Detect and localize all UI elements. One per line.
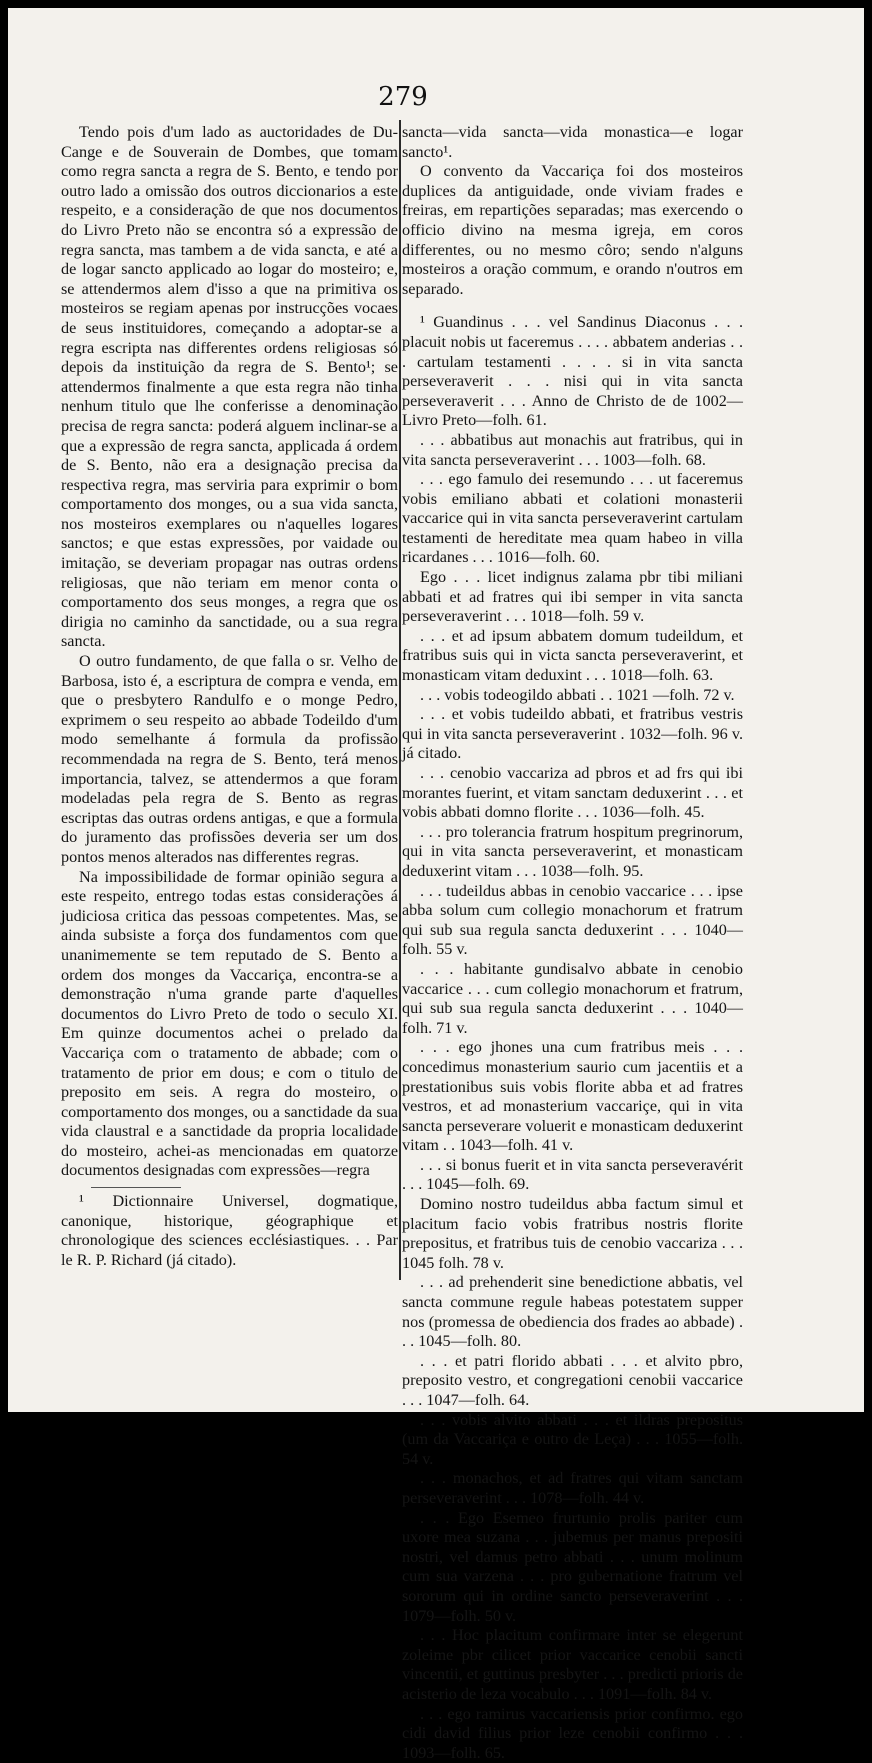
- footnote: . . . habitante gundisalvo abbate in cenobio vaccarice . . . cum collegio monachorum et fratrum, qui sub sua regula sancta deduxerint . . . 1040—folh. 71 v.: [402, 960, 743, 1038]
- paragraph: Tendo pois d'um lado as auctoridades de Du-Cange e de Souverain de Dombes, que tomam como regra sancta a regra de S. Bento, e tendo por outro lado a omissão dos outros diccionarios a este respeito, e a consideração de que nos documentos do Livro Preto não se encontra só a expressão de regra sancta, mas tambem a de vida sancta, e até a de logar sancto applicado ao logar do mosteiro; e, se attendermos alem d'isso a que na primitiva os mosteiros se regiam apenas por instrucções vocaes de seus instituidores, começando a adoptar-se a regra escripta nas differentes ordens religiosas só depois da instituição da regra de S. Bento¹; se attendermos finalmente a que esta regra não tinha nenhum titulo que lhe conferisse a denominação precisa de regra sancta: poderá alguem inclinar-se a que a expressão de regra sancta, applicada á ordem de S. Bento, não era a designação precisa da respectiva regra, mas serviria para exprimir o bom comportamento dos monges, ou a sua vida sancta, nos mosteiros exemplares ou n'aquelles logares sanctos; e que estas expressões, por vaidade ou imitação, se deveriam propagar nas outras ordens religiosas, que não teriam em menor conta o comportamento dos seus monges, a regra que os dirigia no caminho da sanctidade, ou a sua regra sancta.: [61, 123, 398, 652]
- footnote: . . . ego jhones una cum fratribus meis . . . concedimus monasterium saurio cum jacentiis et a prestationibus suis vobis florite abba et ad fratres vestros, et ad monasterium vaccariçe, qui in vita sancta perseverare voluerit e monasticam deduxerint vitam . . 1043—folh. 41 v.: [402, 1038, 743, 1156]
- footnote: . . . vobis alvito abbati . . . et ildras prepositus (um da Vaccariça e outro de Leça) . . . 1055—folh. 54 v.: [402, 1411, 743, 1470]
- footnote: . . . et ad ipsum abbatem domum tudeildum, et fratribus suis qui in victa sancta perseveraverint, et monasticam vitam deduxint . . . 1018—folh. 63.: [402, 627, 743, 686]
- footnote: . . . monachos, et ad fratres qui vitam sanctam perseveraverint . . . 1078—folh. 44 v.: [402, 1469, 743, 1508]
- footnote: . . . Hoc placitum confirmare inter se elegerunt zoleime pbr cilicet prior vaccarice cenobii sancti vincentii, et guttinus presbyter . . . predicti prioris de acisterio de leza vocabulo . . . 1091—folh. 84 v.: [402, 1626, 743, 1704]
- left-column: [61, 123, 398, 1270]
- footnote: . . . pro tolerancia fratrum hospitum pregrinorum, qui in vita sancta perseveraverint, et monasticam deduxerint vitam . . . 1038—folh. 95.: [402, 823, 743, 882]
- footnote-divider: [91, 1187, 181, 1188]
- footnote: . . . ad prehenderit sine benedictione abbatis, vel sancta commune regule habeas potestatem supper nos (promessa de obediencia dos frades ao abbade) . . . 1045—folh. 80.: [402, 1273, 743, 1351]
- footnote: . . . si bonus fuerit et in vita sancta perseveravérit . . . 1045—folh. 69.: [402, 1156, 743, 1195]
- footnote: . . . abbatibus aut monachis aut fratribus, qui in vita sancta perseveraverint . . . 1003—folh. 68.: [402, 431, 743, 470]
- footnote: ¹ Guandinus . . . vel Sandinus Diaconus . . . placuit nobis ut faceremus . . . . abbatem anderias . . . cartulam testamenti . . . . si in vita sancta perseveraverit . . . nisi qui in vita sancta perseveraverit . . . Anno de Christo de de 1002—Livro Preto—folh. 61.: [402, 313, 743, 431]
- paragraph: Na impossibilidade de formar opinião segura a este respeito, entrego todas estas considerações á judiciosa critica das pessoas competentes. Mas, se ainda subsiste a força dos fundamentos com que unanimemente se tem reputado de S. Bento a ordem dos monges da Vaccariça, encontra-se a demonstração n'uma grande parte d'aquelles documentos do Livro Preto de todo o seculo XI. Em quinze documentos achei o prelado da Vaccariça com o tratamento de abbade; com o tratamento de prior em dous; e com o titulo de preposito em seis. A regra do mosteiro, o comportamento dos monges, ou a sanctidade da sua vida claustral e a sanctidade da propria localidade do mosteiro, achei-as mencionadas em quatorze documentos designadas com expressões—regra: [61, 868, 398, 1182]
- footnote: . . . Ego Esemeo frurtunio prolis pariter cum uxore mea suzana . . . jubemus per manus prepositi nostri, vel damus petro abbati . . . unum molinum cum sua varzena . . . pro gubernatione fratrum vel sororum qui in ordine sancto perseveraverint . . . 1079—folh. 50 v.: [402, 1509, 743, 1627]
- footnote: . . . et patri florido abbati . . . et alvito pbro, preposito vestro, et congregationi cenobii vaccarice . . . 1047—folh. 64.: [402, 1352, 743, 1411]
- footnote: . . . cenobio vaccariza ad pbros et ad frs qui ibi morantes fuerint, et vitam sanctam deduxerint . . . et vobis abbati domno florite . . . 1036—folh. 45.: [402, 764, 743, 823]
- paragraph: sancta—vida sancta—vida monastica—e logar sancto¹.: [402, 123, 743, 162]
- book-page: [8, 8, 864, 1412]
- footnote: . . . et vobis tudeildo abbati, et fratribus vestris qui in vita sancta perseveraverint . 1032—folh. 96 v. já citado.: [402, 705, 743, 764]
- footnotes: [402, 313, 743, 1763]
- footnote: Ego . . . licet indignus zalama pbr tibi miliani abbati et ad fratres qui ibi semper in vita sancta perseveraverint . . . 1018—folh. 59 v.: [402, 568, 743, 627]
- paragraph: O convento da Vaccariça foi dos mosteiros duplices da antiguidade, onde viviam frades e freiras, em repartições separadas; mas exercendo o officio divino na mesma igreja, em coros differentes, ou no mesmo côro; sendo n'alguns mosteiros a oração commum, e orando n'outros em separado.: [402, 162, 743, 299]
- footnote: Domino nostro tudeildus abba factum simul et placitum facio vobis fratribus nostris florite prepositus, et fratribus tuis de cenobio vaccariza . . . 1045 folh. 78 v.: [402, 1195, 743, 1273]
- footnote: . . . tudeildus abbas in cenobio vaccarice . . . ipse abba solum cum collegio monachorum et fratrum qui sub sua regula sancta deduxerint . . . 1040—folh. 55 v.: [402, 882, 743, 960]
- column-divider: [399, 120, 401, 1280]
- footnote: . . . vobis todeogildo abbati . . 1021 —folh. 72 v.: [402, 686, 743, 706]
- right-column: [402, 123, 743, 1763]
- footnote: . . . ego ramirus vaccariensis prior confirmo. ego cidi david filius prior leze cenobii confirmo . . . 1093—folh. 65.: [402, 1705, 743, 1763]
- paragraph: O outro fundamento, de que falla o sr. Velho de Barbosa, isto é, a escriptura de compra e venda, em que o presbytero Randulfo e o monge Pedro, exprimem o seu respeito ao abbade Todeildo d'um modo semelhante á formula da profissão recommendada na regra de S. Bento, terá menos importancia, talvez, se attendermos a que foram modeladas pela regra de S. Bento as regras escriptas das outras ordens antigas, e que a formula do juramento das profissões deveria ser um dos pontos menos alterados nas differentes regras.: [61, 652, 398, 868]
- footnote: ¹ Dictionnaire Universel, dogmatique, canonique, historique, géographique et chronologique des sciences ecclésiastiques. . . Par le R. P. Richard (já citado).: [61, 1192, 398, 1270]
- footnote: . . . ego famulo dei resemundo . . . ut faceremus vobis emiliano abbati et colationi monasterii vaccarice qui in vita sancta perseveraverint cartulam testamenti de hereditate mea quam habeo in villa ricardanes . . . 1016—folh. 60.: [402, 470, 743, 568]
- page-number: 279: [373, 82, 433, 112]
